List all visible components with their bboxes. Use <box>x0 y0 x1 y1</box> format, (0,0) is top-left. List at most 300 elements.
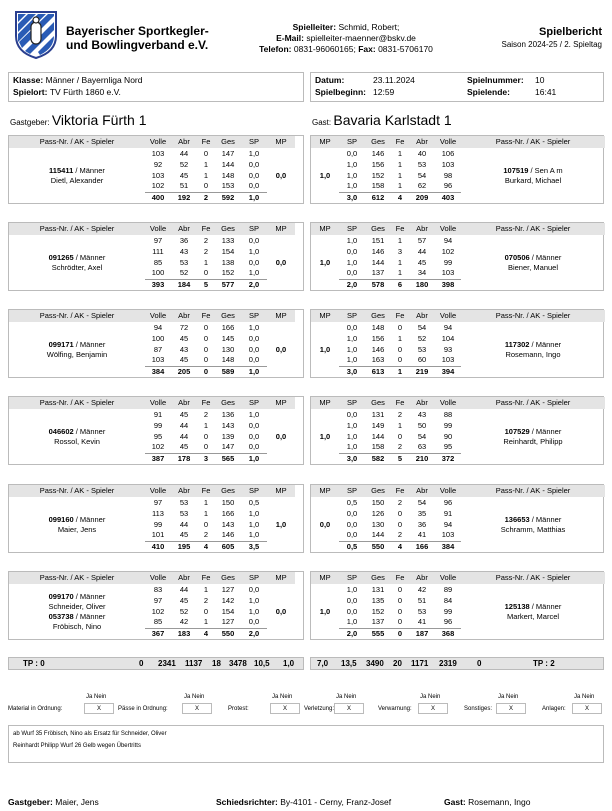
sum-cell: 550 <box>215 628 241 639</box>
score-cell: 0 <box>397 355 403 365</box>
guest-total-row <box>310 657 604 670</box>
score-cell: 1,0 <box>248 148 260 158</box>
score-cell: 131 <box>371 409 385 419</box>
score-cell: 0 <box>397 508 403 518</box>
score-cell: 131 <box>371 584 385 594</box>
score-cell: 0 <box>397 606 403 616</box>
player-name: Rosemann, Ingo <box>505 349 561 359</box>
score-cell: 0 <box>203 344 209 354</box>
sum-cell: 3,0 <box>339 366 365 377</box>
column-header: Pass-Nr. / AK - Spieler <box>461 136 605 148</box>
score-cell: 1,0 <box>346 159 358 169</box>
home-team-label: Gastgeber: <box>10 118 50 127</box>
score-cell: 36 <box>179 235 189 245</box>
score-cell: 1 <box>397 333 403 343</box>
footer-gastgeber <box>8 797 99 807</box>
score-cell: 91 <box>153 409 163 419</box>
home-player-cell <box>9 584 145 639</box>
column-header: Pass-Nr. / AK - Spieler <box>461 397 605 409</box>
score-cell: 98 <box>443 170 453 180</box>
check-box[interactable]: X <box>572 703 602 714</box>
score-cell: 54 <box>417 322 427 332</box>
column-header: Abr <box>171 485 197 497</box>
score-cell: 93 <box>443 344 453 354</box>
score-cell: 145 <box>221 333 235 343</box>
score-cell: 136 <box>221 409 235 419</box>
column-header: Ges <box>215 136 241 148</box>
home-player-block <box>8 571 304 640</box>
guest-player-cell <box>461 584 605 639</box>
guest-tp: TP : 2 <box>533 659 555 668</box>
fax-value: 0831-5706170 <box>378 44 433 54</box>
score-cell: 0,0 <box>248 170 260 180</box>
check-label: Sonstiges: <box>464 706 493 712</box>
email-value[interactable]: spielleiter-maenner@bskv.de <box>306 33 416 43</box>
age-class: / Männer <box>73 426 106 436</box>
column-header: Pass-Nr. / AK - Spieler <box>461 223 605 235</box>
score-cell: 88 <box>443 409 453 419</box>
score-cell: 97 <box>153 497 163 507</box>
score-cell: 96 <box>443 617 453 627</box>
datum-label: Datum: <box>315 75 345 85</box>
sum-cell: 2,0 <box>339 279 365 290</box>
telefon-value: 0831-96060165; <box>293 44 356 54</box>
score-cell: 139 <box>221 431 235 441</box>
guest-team-label: Gast: <box>312 118 332 127</box>
score-cell: 1 <box>397 257 403 267</box>
sum-cell: 393 <box>145 279 171 290</box>
score-cell: 135 <box>371 595 385 605</box>
pass-number: 099170 <box>48 591 74 601</box>
column-header: Abr <box>409 136 435 148</box>
check-box[interactable]: X <box>84 703 114 714</box>
score-cell: 103 <box>441 268 455 278</box>
check-box[interactable]: X <box>270 703 300 714</box>
age-class: / Männer <box>529 252 562 262</box>
score-cell: 52 <box>417 333 427 343</box>
table-row <box>9 584 295 595</box>
guest-player-block <box>310 571 604 640</box>
sum-cell: 184 <box>171 279 197 290</box>
column-header: Fe <box>391 397 409 409</box>
score-cell: 44 <box>179 148 189 158</box>
column-header: Volle <box>435 485 461 497</box>
sum-cell: 0 <box>197 366 215 377</box>
sum-cell: 192 <box>171 192 197 203</box>
column-header: SP <box>339 572 365 584</box>
score-cell: 94 <box>153 322 163 332</box>
guest-total-mp: 7,0 <box>317 659 329 668</box>
home-total-abr: 1137 <box>185 659 203 668</box>
score-cell: 163 <box>371 355 385 365</box>
column-header: MP <box>311 136 339 148</box>
column-header: SP <box>241 397 267 409</box>
score-cell: 0 <box>397 344 403 354</box>
score-cell: 2 <box>397 409 403 419</box>
score-cell: 1,0 <box>248 508 260 518</box>
home-tp: TP : 0 <box>23 659 45 668</box>
column-header: Pass-Nr. / AK - Spieler <box>9 310 145 322</box>
score-cell: 0 <box>203 431 209 441</box>
home-total-sp: 10,5 <box>254 659 270 668</box>
guest-team-title <box>312 112 452 128</box>
score-cell: 1,0 <box>346 420 358 430</box>
guest-player-cell <box>461 497 605 552</box>
column-header: Ges <box>215 572 241 584</box>
score-cell: 62 <box>417 181 427 191</box>
spielnummer-label: Spielnummer: <box>467 75 524 85</box>
score-cell: 1 <box>203 584 209 594</box>
guest-mp-value: 1,0 <box>319 170 331 180</box>
score-cell: 156 <box>371 333 385 343</box>
score-cell: 146 <box>371 344 385 354</box>
check-box[interactable]: X <box>418 703 448 714</box>
column-header: Abr <box>171 397 197 409</box>
score-cell: 0,0 <box>248 181 260 191</box>
score-cell: 0 <box>397 584 403 594</box>
home-mp-value: 0,0 <box>275 257 287 267</box>
player-name: Biener, Manuel <box>507 262 559 272</box>
score-cell: 143 <box>221 420 235 430</box>
score-cell: 0,0 <box>248 584 260 594</box>
sum-cell: 612 <box>365 192 391 203</box>
sum-cell: 5 <box>391 453 409 464</box>
player-name: Rossol, Kevin <box>54 436 100 446</box>
yes-no-header: Ja Nein <box>86 694 107 700</box>
player-name: Fröbisch, Nino <box>52 621 102 631</box>
column-header: Fe <box>197 397 215 409</box>
score-cell: 0 <box>397 322 403 332</box>
klasse-value: Männer / Bayernliga Nord <box>45 75 143 85</box>
report-header <box>0 0 612 66</box>
table-row <box>311 148 605 159</box>
player-name: Schrödter, Axel <box>51 262 103 272</box>
table-row <box>311 322 605 333</box>
score-cell: 102 <box>151 606 165 616</box>
score-cell: 45 <box>179 442 189 452</box>
score-cell: 44 <box>417 246 427 256</box>
check-box[interactable]: X <box>334 703 364 714</box>
column-header: Fe <box>197 572 215 584</box>
guest-total-fe: 20 <box>393 659 402 668</box>
footer-gast-value: Rosemann, Ingo <box>468 797 531 807</box>
score-cell: 53 <box>417 344 427 354</box>
score-cell: 72 <box>179 322 189 332</box>
yes-no-header: Ja Nein <box>498 694 519 700</box>
score-cell: 54 <box>417 431 427 441</box>
home-total-fe: 18 <box>212 659 221 668</box>
datum-value: 23.11.2024 <box>373 75 415 85</box>
score-cell: 43 <box>179 344 189 354</box>
score-cell: 100 <box>151 268 165 278</box>
age-class: / Männer <box>73 252 106 262</box>
score-cell: 0,0 <box>248 333 260 343</box>
guest-player-block <box>310 222 604 291</box>
home-mp-value: 0,0 <box>275 606 287 616</box>
score-cell: 0,0 <box>346 508 358 518</box>
score-cell: 126 <box>371 508 385 518</box>
column-header: Abr <box>409 572 435 584</box>
home-player-block <box>8 135 304 204</box>
age-class: / Männer <box>73 611 106 621</box>
guest-team-name: Bavaria Karlstadt 1 <box>333 112 452 128</box>
column-header: Pass-Nr. / AK - Spieler <box>461 310 605 322</box>
guest-total-sp: 13,5 <box>341 659 357 668</box>
sum-cell: 1,0 <box>241 192 267 203</box>
footer-gast-label: Gast: <box>444 797 466 807</box>
score-cell: 54 <box>417 497 427 507</box>
table-row <box>311 497 605 508</box>
column-header: Volle <box>435 397 461 409</box>
score-cell: 1,0 <box>346 235 358 245</box>
pass-number: 117302 <box>504 339 530 349</box>
age-class: / Männer <box>529 514 562 524</box>
spielleiter-label: Spielleiter: <box>292 22 337 32</box>
column-header: SP <box>241 310 267 322</box>
season-label: Saison 2024-25 / 2. Spieltag <box>501 40 602 49</box>
column-header: Pass-Nr. / AK - Spieler <box>9 223 145 235</box>
score-cell: 153 <box>221 181 235 191</box>
score-cell: 99 <box>153 519 163 529</box>
score-cell: 147 <box>221 442 235 452</box>
column-header: Fe <box>391 310 409 322</box>
guest-total-volle: 2319 <box>439 659 457 668</box>
score-cell: 83 <box>153 584 163 594</box>
score-cell: 90 <box>443 431 453 441</box>
column-header: Abr <box>409 397 435 409</box>
footer-gastgeber-value: Maier, Jens <box>55 797 99 807</box>
score-cell: 44 <box>179 584 189 594</box>
report-title: Spielbericht <box>539 26 602 38</box>
age-class: / Männer <box>73 591 106 601</box>
score-cell: 2 <box>397 530 403 540</box>
sum-cell: 605 <box>215 541 241 552</box>
remark-line: ab Wurf 35 Fröbisch, Nino als Ersatz für Schneider, Oliver <box>13 731 167 737</box>
guest-player-cell <box>461 235 605 290</box>
bskv-logo-icon <box>12 8 60 60</box>
table-row <box>311 235 605 246</box>
score-cell: 1,0 <box>346 170 358 180</box>
score-cell: 94 <box>443 235 453 245</box>
column-header: SP <box>339 397 365 409</box>
score-cell: 146 <box>371 246 385 256</box>
sum-cell: 209 <box>409 192 435 203</box>
score-cell: 104 <box>441 333 455 343</box>
score-cell: 152 <box>221 268 235 278</box>
score-cell: 44 <box>179 519 189 529</box>
score-cell: 103 <box>441 159 455 169</box>
score-cell: 1,0 <box>346 257 358 267</box>
column-header: Ges <box>215 310 241 322</box>
score-cell: 42 <box>179 617 189 627</box>
column-header: SP <box>241 572 267 584</box>
score-cell: 148 <box>371 322 385 332</box>
guest-mp-value: 1,0 <box>319 431 331 441</box>
score-cell: 0,0 <box>346 322 358 332</box>
telefon-label: Telefon: <box>259 44 292 54</box>
score-cell: 0 <box>203 606 209 616</box>
sum-cell: 3,5 <box>241 541 267 552</box>
table-row <box>311 584 605 595</box>
guest-mp-value: 1,0 <box>319 606 331 616</box>
column-header: Volle <box>145 223 171 235</box>
score-cell: 0 <box>397 595 403 605</box>
score-cell: 1,0 <box>248 322 260 332</box>
score-cell: 103 <box>151 148 165 158</box>
age-class: / Männer <box>529 339 562 349</box>
column-header: Ges <box>365 136 391 148</box>
remark-line: Reinhardt Philipp Wurf 26 Gelb wegen Übertritts <box>13 743 141 749</box>
sum-cell: 4 <box>391 541 409 552</box>
score-cell: 152 <box>371 606 385 616</box>
score-cell: 0,5 <box>248 497 260 507</box>
score-cell: 1,0 <box>248 595 260 605</box>
column-header: Volle <box>145 397 171 409</box>
score-cell: 148 <box>221 170 235 180</box>
yes-no-header: Ja Nein <box>272 694 293 700</box>
sum-cell: 384 <box>145 366 171 377</box>
score-cell: 1 <box>203 617 209 627</box>
score-cell: 106 <box>441 148 455 158</box>
score-cell: 63 <box>417 442 427 452</box>
score-cell: 99 <box>443 257 453 267</box>
sum-cell: 166 <box>409 541 435 552</box>
score-cell: 89 <box>443 584 453 594</box>
column-header: Fe <box>197 310 215 322</box>
column-header: Ges <box>365 572 391 584</box>
column-header: MP <box>311 572 339 584</box>
score-cell: 0,0 <box>346 530 358 540</box>
score-cell: 103 <box>441 530 455 540</box>
pass-number: 115411 <box>49 165 74 175</box>
score-cell: 103 <box>151 170 165 180</box>
score-cell: 53 <box>417 159 427 169</box>
home-mp-value: 0,0 <box>275 431 287 441</box>
score-cell: 144 <box>371 257 385 267</box>
sum-cell: 403 <box>435 192 461 203</box>
sum-cell: 2,0 <box>241 279 267 290</box>
sum-cell: 3 <box>197 453 215 464</box>
guest-player-block <box>310 396 604 465</box>
column-header: Fe <box>391 485 409 497</box>
column-header: Volle <box>435 572 461 584</box>
score-cell: 35 <box>417 508 427 518</box>
score-cell: 0 <box>397 431 403 441</box>
player-name: Schramm, Matthias <box>500 524 566 534</box>
sum-cell: 367 <box>145 628 171 639</box>
score-cell: 34 <box>417 268 427 278</box>
spielbeginn-label: Spielbeginn: <box>315 87 366 97</box>
score-cell: 154 <box>221 246 235 256</box>
score-cell: 45 <box>179 409 189 419</box>
sum-cell: 372 <box>435 453 461 464</box>
score-cell: 1 <box>397 181 403 191</box>
score-cell: 40 <box>417 148 427 158</box>
sum-cell: 565 <box>215 453 241 464</box>
home-player-cell <box>9 409 145 464</box>
sum-cell: 195 <box>171 541 197 552</box>
score-cell: 1,0 <box>248 246 260 256</box>
player-name: Maier, Jens <box>57 524 97 534</box>
score-cell: 127 <box>221 584 235 594</box>
score-cell: 41 <box>417 617 427 627</box>
score-cell: 1 <box>397 235 403 245</box>
age-class: / Männer <box>73 514 106 524</box>
check-box[interactable]: X <box>182 703 212 714</box>
home-total-left-mp: 0 <box>139 659 144 668</box>
score-cell: 156 <box>371 159 385 169</box>
column-header: Abr <box>409 310 435 322</box>
score-cell: 0 <box>203 268 209 278</box>
score-cell: 0 <box>203 181 209 191</box>
sum-cell: 2,0 <box>339 628 365 639</box>
score-cell: 57 <box>417 235 427 245</box>
score-cell: 85 <box>153 617 163 627</box>
pass-number: 070506 <box>504 252 530 262</box>
check-box[interactable]: X <box>496 703 526 714</box>
home-player-cell <box>9 497 145 552</box>
age-class: / Männer <box>529 426 562 436</box>
score-cell: 130 <box>371 519 385 529</box>
sum-cell: 183 <box>171 628 197 639</box>
check-label: Verwarnung: <box>378 706 412 712</box>
score-cell: 103 <box>151 355 165 365</box>
score-cell: 1,0 <box>248 409 260 419</box>
spielleiter-value: Schmid, Robert; <box>338 22 400 32</box>
footer-schiedsrichter <box>216 797 391 807</box>
sum-cell: 2 <box>197 192 215 203</box>
home-team-name: Viktoria Fürth 1 <box>51 112 147 128</box>
score-cell: 1 <box>397 268 403 278</box>
score-cell: 111 <box>152 246 164 256</box>
column-header: SP <box>241 136 267 148</box>
score-cell: 0 <box>203 355 209 365</box>
player-name: Schneider, Oliver <box>48 601 106 611</box>
score-cell: 1,0 <box>346 344 358 354</box>
column-header: SP <box>339 485 365 497</box>
score-cell: 53 <box>179 257 189 267</box>
column-header: Volle <box>145 310 171 322</box>
guest-player-block <box>310 484 604 553</box>
column-header: MP <box>267 136 295 148</box>
score-cell: 44 <box>179 431 189 441</box>
contact-info <box>246 22 446 55</box>
score-cell: 95 <box>443 442 453 452</box>
table-row <box>9 148 295 159</box>
score-cell: 137 <box>371 617 385 627</box>
column-header: Fe <box>197 485 215 497</box>
score-cell: 144 <box>371 431 385 441</box>
column-header: MP <box>267 310 295 322</box>
sum-cell: 2,0 <box>241 628 267 639</box>
score-cell: 1,0 <box>346 584 358 594</box>
sum-cell: 1 <box>391 366 409 377</box>
score-cell: 1 <box>203 497 209 507</box>
score-cell: 0 <box>203 442 209 452</box>
score-cell: 0,0 <box>248 420 260 430</box>
score-cell: 149 <box>371 420 385 430</box>
score-cell: 53 <box>179 497 189 507</box>
score-cell: 2 <box>203 595 209 605</box>
guest-mp-value: 1,0 <box>319 344 331 354</box>
column-header: Abr <box>409 223 435 235</box>
score-cell: 1,0 <box>346 181 358 191</box>
score-cell: 154 <box>221 606 235 616</box>
score-cell: 36 <box>417 519 427 529</box>
score-cell: 166 <box>221 322 235 332</box>
score-cell: 0 <box>203 333 209 343</box>
sum-cell: 178 <box>171 453 197 464</box>
